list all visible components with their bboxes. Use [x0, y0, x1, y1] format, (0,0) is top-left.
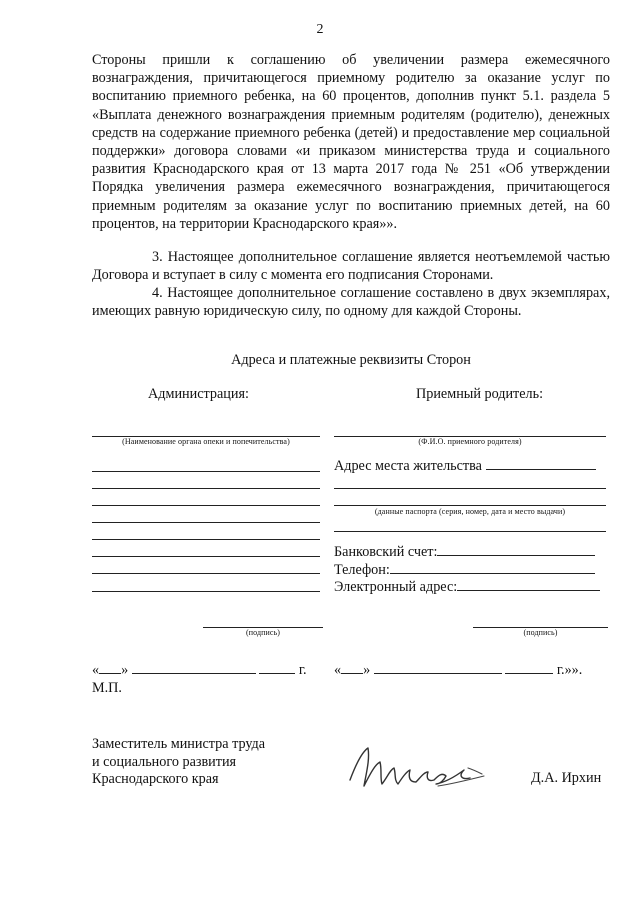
- parent-date-field: [334, 661, 582, 679]
- left-blank-line: [92, 539, 320, 540]
- year-blank: [259, 661, 295, 674]
- year-suffix: г.»».: [556, 662, 583, 678]
- address-label: Адрес места жительства: [334, 458, 482, 474]
- day-blank: [341, 661, 363, 674]
- requisites-heading: Адреса и платежные реквизиты Сторон: [231, 352, 471, 368]
- parent-name-caption: (Ф.И.О. приемного родителя): [418, 437, 522, 446]
- left-blank-line: [92, 522, 320, 523]
- passport-line-2: [334, 531, 606, 532]
- passport-line: [334, 505, 606, 506]
- admin-signature-caption: (подпись): [245, 628, 281, 637]
- phone-field: [334, 561, 595, 579]
- foster-parent-title: Приемный родитель:: [416, 386, 544, 402]
- signer-position-line: и социального развития: [92, 753, 237, 770]
- address-line-2: [334, 488, 606, 489]
- page-number: 2: [316, 22, 324, 37]
- day-blank: [99, 661, 121, 674]
- phone-label: Телефон:: [334, 562, 390, 578]
- paragraph-4: 4. Настоящее дополнительное соглашение составлено в двух экземплярах, имеющих равную юридическую силу, по одному для каждой Стороны.: [92, 285, 610, 320]
- signer-position: [92, 736, 265, 789]
- left-blank-line: [92, 488, 320, 489]
- address-field: [334, 457, 596, 475]
- left-blank-line: [92, 556, 320, 557]
- stamp-label: М.П.: [92, 680, 122, 696]
- signer-position-line: Краснодарского края: [92, 771, 219, 787]
- signer-name: Д.А. Ирхин: [531, 770, 602, 786]
- paragraph-3: 3. Настоящее дополнительное соглашение является неотъемлемой частью Договора и вступает в силу с момента его подписания Сторонами.: [92, 249, 610, 284]
- date-open-quote: «: [92, 662, 100, 678]
- email-field: [334, 578, 600, 596]
- org-name-caption: (Наименование органа опеки и попечительства): [122, 437, 290, 446]
- administration-title: Администрация:: [148, 386, 249, 402]
- month-blank: [132, 661, 256, 674]
- admin-date-field: [92, 661, 307, 679]
- paragraph-main: Стороны пришли к соглашению об увеличении размера ежемесячного вознаграждения, причитающегося приемному родителю за оказание услуг по воспитанию приемного ребенка, на 60 процентов, дополнив пункт 5.1. раздела 5 «Выплата денежного вознаграждения приемным родителям (родителю), денежных средств на содержание приемного ребенка (детей) и предоставление мер социальной поддержки» договора словами «и приказом министерства труда и социального развития Краснодарского края от 13 марта 2017 года № 251 «Об утверждении Порядка увеличения размера ежемесячного вознаграждения, причитающегося приемным родителям за оказание услуг по воспитанию приемных детей, на 60 процентов, на территории Краснодарского края»».: [92, 52, 610, 232]
- date-open-quote: «: [334, 662, 342, 678]
- left-blank-line: [92, 505, 320, 506]
- passport-caption: (данные паспорта (серия, номер, дата и место выдачи): [374, 507, 566, 516]
- bank-account-label: Банковский счет:: [334, 544, 438, 560]
- bank-account-blank: [437, 543, 595, 556]
- address-blank: [486, 457, 596, 470]
- parent-signature-caption: (подпись): [523, 628, 558, 637]
- phone-blank: [390, 561, 595, 574]
- bank-account-field: [334, 543, 595, 561]
- date-close-quote: »: [121, 662, 129, 678]
- email-label: Электронный адрес:: [334, 579, 458, 595]
- left-blank-line: [92, 471, 320, 472]
- left-blank-line: [92, 573, 320, 574]
- email-blank: [457, 578, 600, 591]
- year-blank: [505, 661, 553, 674]
- month-blank: [374, 661, 502, 674]
- signer-position-line: Заместитель министра труда: [92, 736, 266, 752]
- left-blank-line: [92, 591, 320, 592]
- year-suffix: г.: [298, 662, 307, 678]
- date-close-quote: »: [363, 662, 371, 678]
- handwritten-signature: [342, 740, 512, 798]
